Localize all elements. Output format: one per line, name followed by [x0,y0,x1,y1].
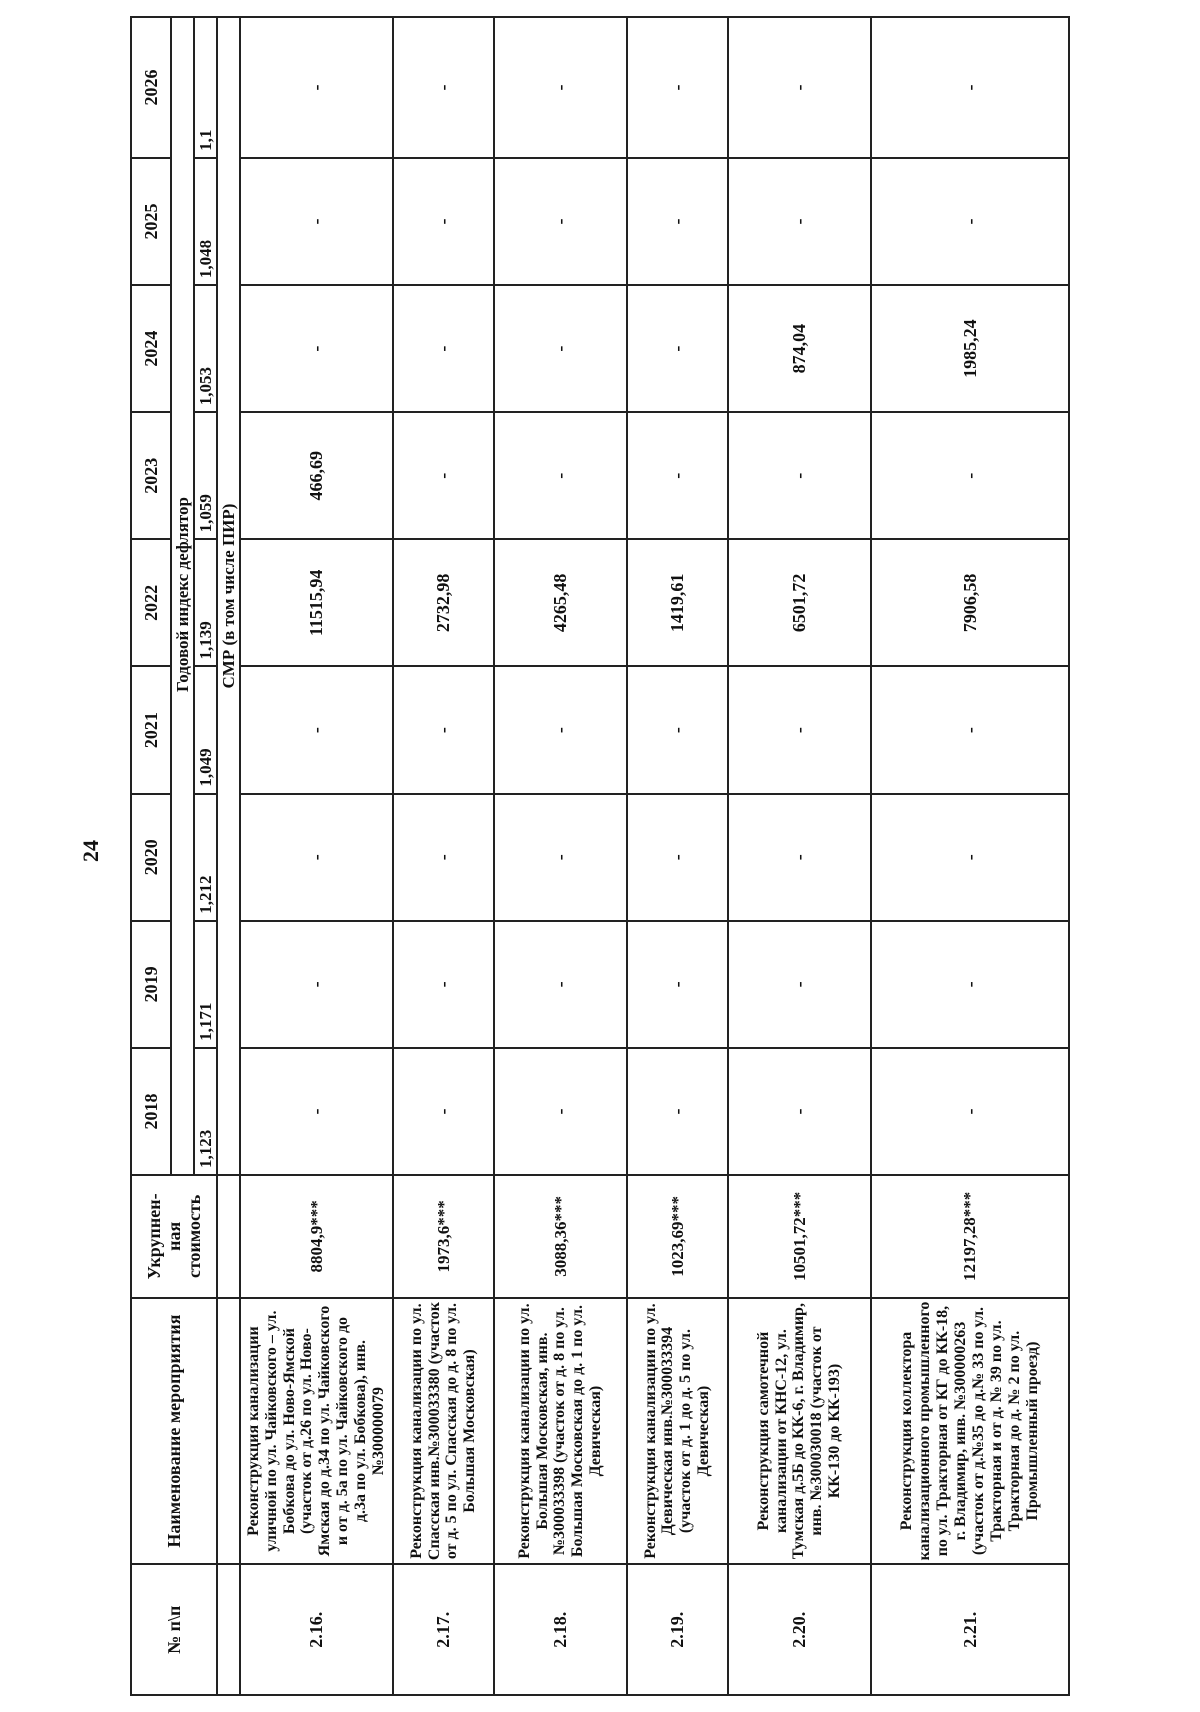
year-value: 2732,98 [393,539,495,666]
table-body [240,17,1069,1695]
year-value: - [627,285,729,412]
table-row [494,17,626,1695]
year-value: 4265,48 [494,539,626,666]
year-value: - [240,794,393,921]
deflator-value: 1,049 [194,666,217,793]
table-row [728,17,870,1695]
year-value: - [871,794,1069,921]
measure-cost: 1973,6*** [393,1175,495,1298]
year-value: - [871,1048,1069,1175]
document-sheet [130,16,1070,1696]
deflator-value: 1,123 [194,1048,217,1175]
year-value: 466,69 [240,412,393,539]
header-year: 2023 [131,412,171,539]
header-no-blank [217,1564,240,1695]
year-value: - [627,17,729,158]
year-value: - [494,17,626,158]
header-cost-blank [217,1175,240,1298]
year-value: - [728,158,870,285]
year-value: - [494,412,626,539]
year-value: - [393,17,495,158]
header-year: 2022 [131,539,171,666]
year-value: - [871,412,1069,539]
year-value: - [494,285,626,412]
smr-label: СМР (в том числе ПИР) [217,17,240,1175]
deflator-label: Годовой индекс дефлятор [171,17,194,1175]
year-value: - [871,158,1069,285]
measure-name: Реконструкция коллектора канализационного промышленного по ул. Тракторная от КГ до КК-18, г. Владимир, инв. №300000263 (участок от д.№35 до д.№ 33 по ул. Тракторная и от д. № 39 по ул. Тракторная до д. № 2 по ул. Промышленный проезд) [871,1298,1069,1565]
header-year: 2020 [131,794,171,921]
deflator-value: 1,059 [194,412,217,539]
year-value: - [393,412,495,539]
header-year: 2024 [131,285,171,412]
year-value: - [393,794,495,921]
measure-cost: 10501,72*** [728,1175,870,1298]
year-value: - [627,921,729,1048]
measure-name: Реконструкция канализации по ул. Спасская инв.№300033380 (участок от д. 5 по ул. Спасская до д. 8 по ул. Большая Московская) [393,1298,495,1565]
measure-cost: 8804,9*** [240,1175,393,1298]
year-value: - [393,158,495,285]
table-row [393,17,495,1695]
year-value: - [393,921,495,1048]
year-value: - [871,17,1069,158]
header-year: 2018 [131,1048,171,1175]
year-value: - [728,794,870,921]
year-value: - [240,666,393,793]
page-number: 24 [78,840,103,862]
table-row [871,17,1069,1695]
header-no: № п\п [131,1564,217,1695]
row-number: 2.20. [728,1564,870,1695]
year-value: - [728,412,870,539]
year-value: - [240,17,393,158]
year-value: - [393,285,495,412]
header-year: 2021 [131,666,171,793]
year-value: 1419,61 [627,539,729,666]
header-year: 2025 [131,158,171,285]
year-value: - [871,666,1069,793]
row-number: 2.18. [494,1564,626,1695]
measure-name: Реконструкция канализации уличной по ул. Чайковского – ул. Бобкова до ул. Ново-Ямской (участок от д.26 по ул. Ново-Ямская до д.34 по ул. Чайковского и от д. 5а по ул. Чайковского до д.3а по ул. Бобкова), инв. №300000079 [240,1298,393,1565]
row-number: 2.16. [240,1564,393,1695]
year-value: - [240,921,393,1048]
year-value: - [240,1048,393,1175]
measure-cost: 3088,36*** [494,1175,626,1298]
measure-name: Реконструкция канализации по ул. Девическая инв.№300033394 (участок от д. 1 до д. 5 по ул. Девическая) [627,1298,729,1565]
measures-table [130,16,1070,1696]
year-value: 7906,58 [871,539,1069,666]
year-value: - [627,794,729,921]
year-value: - [627,412,729,539]
year-value: - [393,1048,495,1175]
header-name-blank [217,1298,240,1565]
year-value: 6501,72 [728,539,870,666]
header-cost: Укрупнен-ная стоимость [131,1175,217,1298]
row-number: 2.19. [627,1564,729,1695]
year-value: - [728,921,870,1048]
measure-name: Реконструкция самотечной канализации от КНС-12, ул. Тумская д.5Б до КК-6, г. Владимир, инв. №300030018 (участок от КК-130 до КК-193) [728,1298,870,1565]
table-row [627,17,729,1695]
year-value: - [728,17,870,158]
year-value: - [494,921,626,1048]
year-value: - [728,666,870,793]
deflator-value: 1,048 [194,158,217,285]
year-value: - [240,285,393,412]
year-value: - [627,1048,729,1175]
year-value: - [240,158,393,285]
header-year: 2019 [131,921,171,1048]
deflator-value: 1,139 [194,539,217,666]
year-value: 874,04 [728,285,870,412]
year-value: 11515,94 [240,539,393,666]
deflator-value: 1,171 [194,921,217,1048]
year-value: - [728,1048,870,1175]
measure-cost: 12197,28*** [871,1175,1069,1298]
year-value: - [627,666,729,793]
measure-name: Реконструкция канализации по ул. Большая Московская, инв.№300033398 (участок от д. 8 по ул. Большая Московская до д. 1 по ул. Девическая) [494,1298,626,1565]
year-value: - [393,666,495,793]
year-value: - [627,158,729,285]
row-number: 2.21. [871,1564,1069,1695]
year-value: - [494,794,626,921]
year-value: 1985,24 [871,285,1069,412]
year-value: - [494,1048,626,1175]
header-name: Наименование мероприятия [131,1298,217,1565]
header-year: 2026 [131,17,171,158]
year-value: - [494,666,626,793]
row-number: 2.17. [393,1564,495,1695]
deflator-value: 1,212 [194,794,217,921]
year-value: - [871,921,1069,1048]
measure-cost: 1023,69*** [627,1175,729,1298]
table-row [240,17,393,1695]
year-value: - [494,158,626,285]
deflator-value: 1,053 [194,285,217,412]
deflator-value: 1,1 [194,17,217,158]
